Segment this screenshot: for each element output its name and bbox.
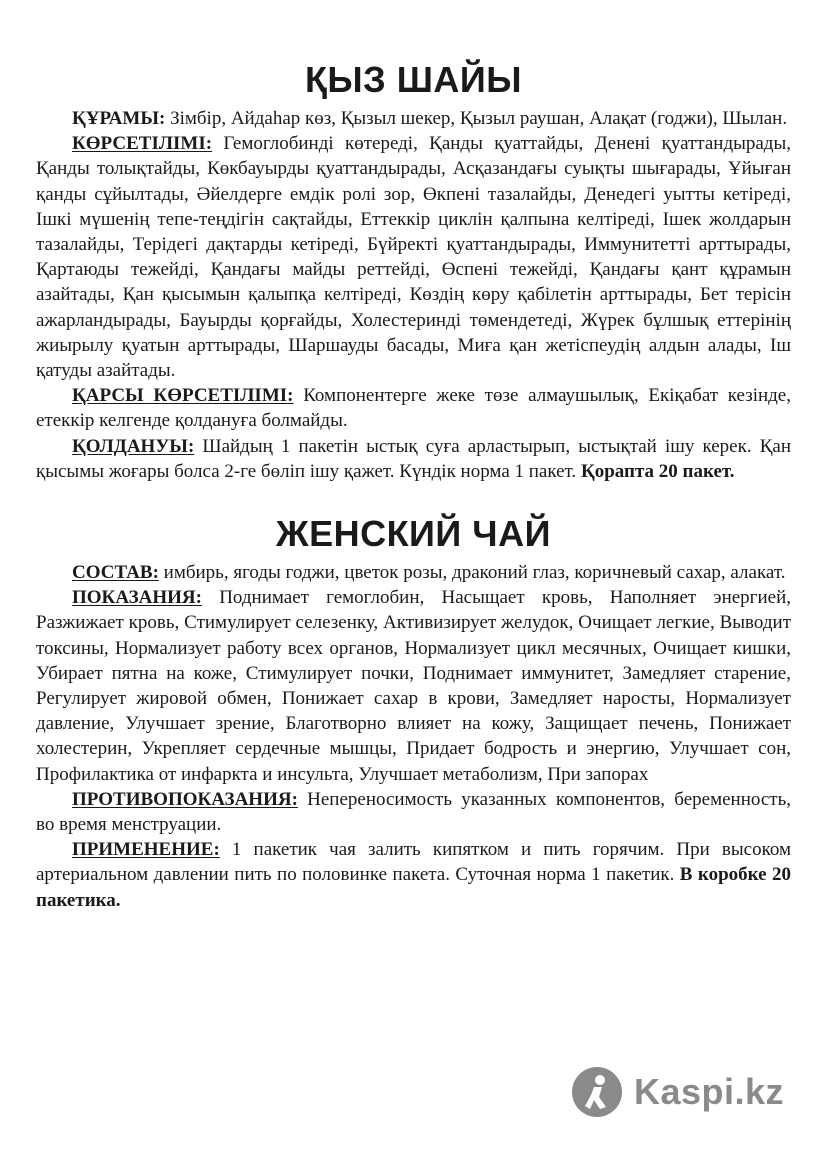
ru-composition xyxy=(36,560,791,585)
ru-indications-label: ПОКАЗАНИЯ: xyxy=(72,587,202,609)
ru-usage xyxy=(36,837,791,913)
kz-usage-text: Шайдың 1 пакетін ыстық суға арластырып, ыстықтай ішу керек. Қан қысымы жоғары болса 2-ге бөліп ішу қажет. Күндік норма 1 пакет. xyxy=(36,435,791,482)
ru-indications-text: Поднимает гемоглобин, Насыщает кровь, Наполняет энергией, Разжижает кровь, Стимулирует селезенку, Активизирует желудок, Очищает легкие, Выводит токсины, Нормализует работу всех органов, Нормализует цикл месячных, Очищает кишки, Убирает пятна на коже, Стимулирует почки, Поднимает иммунитет, Замедляет старение, Регулирует жировой обмен, Понижает сахар в крови, Замедляет наросты, Нормализует давление, Улучшает зрение, Благотворно влияет на кожу, Защищает печень, Понижает холестерин, Укрепляет сердечные мышцы, Придает бодрость и энергию, Улучшает сон, Профилактика от инфаркта и инсульта, Улучшает метаболизм, При запорах xyxy=(36,587,791,785)
kz-composition xyxy=(36,106,791,131)
kaspi-logo-icon xyxy=(572,1067,622,1117)
document-page xyxy=(36,58,791,913)
ru-contraindications xyxy=(36,787,791,837)
ru-contra-label: ПРОТИВОПОКАЗАНИЯ: xyxy=(72,788,298,810)
kz-contra-text: Компонентерге жеке төзе алмаушылық, Екіқабат кезінде, етеккір келгенде қолдануға болмайды. xyxy=(36,385,791,432)
ru-indications xyxy=(36,585,791,787)
kaspi-watermark xyxy=(572,1064,802,1120)
kz-contraindications xyxy=(36,383,791,433)
kz-composition-text: Зімбір, Айдаһар көз, Қызыл шекер, Қызыл раушан, Алақат (годжи), Шылан. xyxy=(165,108,788,129)
ru-usage-label: ПРИМЕНЕНИЕ: xyxy=(72,839,220,861)
ru-section xyxy=(36,560,791,913)
ru-usage-text: 1 пакетик чая залить кипятком и пить горячим. При высоком артериальном давлении пить по половинке пакета. Суточная норма 1 пакетик. xyxy=(36,839,791,886)
kz-title: ҚЫЗ ШАЙЫ xyxy=(304,59,523,100)
kz-indications-text: Гемоглобинді көтереді, Қанды қуаттайды, Денені қуаттандырады, Қанды толықтайды, Көкбауырды қуаттандырады, Асқазандағы суықты шығарады, Ұйыған қанды сұйылтады, Әйелдерге емдік ролі зор, Өкпені тазалайды, Денедегі уытты кетіреді, Ішкі мүшенің тепе-теңдігін сақтайды, Еттеккір циклін қалпына келтіреді, Ішек жолдарын тазалайды, Терідегі дақтарды кетіреді, Бүйректі қуаттандырады, Иммунитетті арттырады, Қартаюды тежейді, Қандағы майды реттейді, Өспені тежейді, Қандағы қант құрамын азайтады, Қан қысымын қалыпқа келтіреді, Көздің көру қабілетін арттырады, Бет терісін ажарландырады, Бауырды қорғайды, Холестеринді төмендетеді, Жүрек бұлшық еттерінің жиырылу қуатын арттырады, Шаршауды басады, Миға қан жетіспеудің алдын алады, Іш қатуды азайтады. xyxy=(36,133,791,382)
kz-section xyxy=(36,106,791,484)
kz-indications-label: КӨРСЕТІЛІМІ: xyxy=(72,133,213,155)
ru-title: ЖЕНСКИЙ ЧАЙ xyxy=(276,513,551,555)
kz-indications xyxy=(36,131,791,383)
kz-usage-label: ҚОЛДАНУЫ: xyxy=(72,435,195,457)
kz-contra-label: ҚАРСЫ КӨРСЕТІЛІМІ: xyxy=(72,385,294,407)
kz-usage xyxy=(36,434,791,484)
kz-package-note: Қорапта 20 пакет. xyxy=(580,460,735,482)
ru-composition-text: имбирь, ягоды годжи, цветок розы, драконий глаз, коричневый сахар, алакат. xyxy=(158,562,786,584)
ru-contra-text: Непереносимость указанных компонентов, беременность, во время менструации. xyxy=(36,788,791,836)
ru-package-note: В коробке 20 пакетика. xyxy=(36,864,792,911)
kaspi-watermark-text: Kaspi.kz xyxy=(634,1071,785,1112)
kz-composition-label: ҚҰРАМЫ: xyxy=(72,108,166,129)
ru-composition-label: СОСТАВ: xyxy=(72,562,159,584)
